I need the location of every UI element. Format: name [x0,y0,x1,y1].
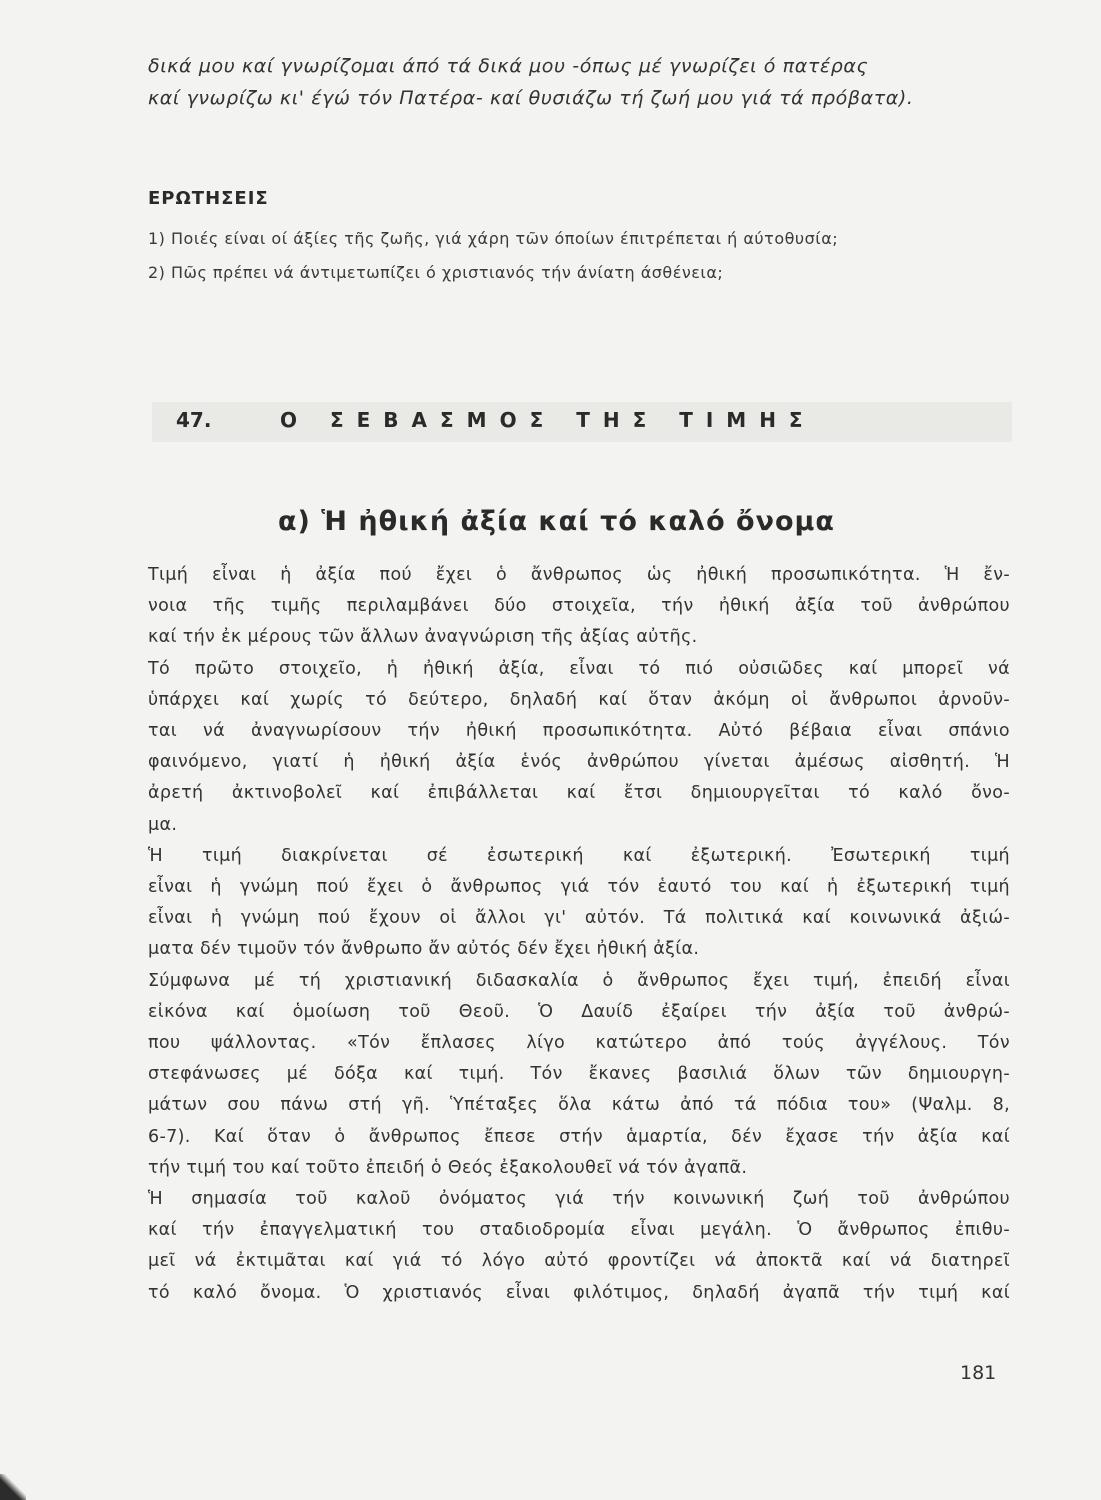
body-text [148,560,1010,1309]
body-line: εἶναι ἡ γνώμη πού ἔχει ὁ ἄνθρωπος γιά τόν ἑαυτό του καί ἡ ἐξωτερική τιμή [148,877,1010,898]
body-line: μάτων σου πάνω στή γῆ. Ὑπέταξες ὅλα κάτω ἀπό τά πόδια του» (Ψαλμ. 8, [148,1095,1010,1116]
page-number: 181 [960,1362,997,1384]
body-line: 6-7). Καί ὅταν ὁ ἄνθρωπος ἔπεσε στήν ἁμαρτία, δέν ἔχασε τήν ἀξία καί [148,1126,1010,1147]
body-line: ται νά ἀναγνωρίσουν τήν ἠθική προσωπικότητα. Αὐτό βέβαια εἶναι σπάνιο [148,721,1010,742]
chapter-title: Ο ΣΕΒΑΣΜΟΣ ΤΗΣ ΤΙΜΗΣ [280,408,816,432]
body-line: Τιμή εἶναι ἡ ἀξία πού ἔχει ὁ ἄνθρωπος ὡς ἠθική προσωπικότητα. Ἡ ἔν- [148,565,1010,585]
body-line: φαινόμενο, γιατί ἡ ἠθική ἀξία ἑνός ἀνθρώπου γίνεται ἀμέσως αἰσθητή. Ἡ [148,752,1010,773]
body-line: τό καλό ὄνομα. Ὁ χριστιανός εἶναι φιλότιμος, δηλαδή ἀγαπᾶ τήν τιμή καί [148,1282,1010,1303]
body-line: ματα δέν τιμοῦν τόν ἄνθρωπο ἄν αὐτός δέν ἔχει ἠθική ἀξία. [148,939,700,960]
body-line: εἶναι ἡ γνώμη πού ἔχουν οἱ ἄλλοι γι' αὐτόν. Τά πολιτικά καί κοινωνικά ἀξιώ- [148,908,1010,929]
body-line: μεῖ νά ἐκτιμᾶται καί γιά τό λόγο αὐτό φροντίζει νά ἀποκτᾶ καί νά διατηρεῖ [148,1251,1010,1272]
body-line: Σύμφωνα μέ τή χριστιανική διδασκαλία ὁ ἄνθρωπος ἔχει τιμή, ἐπειδή εἶναι [148,970,1010,991]
body-line: ὑπάρχει καί χωρίς τό δεύτερο, δηλαδή καί ὅταν ἀκόμη οἱ ἄνθρωποι ἀρνοῦν- [148,689,1010,710]
body-line: μα. [148,814,178,835]
question-item: 1) Ποιές είναι οί άξίες τῆς ζωῆς, γιά χάρη τῶν όποίων έπιτρέπεται ή αύτοθυσία; [148,229,839,248]
intro-line: καί γνωρίζω κι' έγώ τόν Πατέρα- καί θυσιάζω τή ζωή μου γιά τά πρόβατα). [148,87,914,109]
question-item: 2) Πῶς πρέπει νά άντιμετωπίζει ό χριστιανός τήν άνίατη άσθένεια; [148,263,724,282]
section-title: α) Ἡ ἠθική ἀξία καί τό καλό ὄνομα [278,506,835,537]
scan-corner-shadow [0,1474,26,1500]
questions-heading: ΕΡΩΤΗΣΕΙΣ [148,188,269,209]
body-line: στεφάνωσες μέ δόξα καί τιμή. Τόν ἔκανες βασιλιά ὅλων τῶν δημιουργη- [148,1064,1010,1085]
questions-list [148,222,1008,290]
body-line: καί τήν ἐκ μέρους τῶν ἄλλων ἀναγνώριση τῆς ἀξίας αὐτῆς. [148,627,698,648]
body-line: Ἡ σημασία τοῦ καλοῦ ὀνόματος γιά τήν κοινωνική ζωή τοῦ ἀνθρώπου [148,1189,1010,1210]
intro-quote [148,50,1008,114]
body-line: καί τήν ἐπαγγελματική του σταδιοδρομία εἶναι μεγάλη. Ὁ ἄνθρωπος ἐπιθυ- [148,1220,1010,1241]
body-line: Τό πρῶτο στοιχεῖο, ἡ ἠθική ἀξία, εἶναι τό πιό οὐσιῶδες καί μπορεῖ νά [148,658,1010,679]
body-line: νοια τῆς τιμῆς περιλαμβάνει δύο στοιχεῖα, τήν ἠθική ἀξία τοῦ ἀνθρώπου [148,596,1010,617]
body-line: ἀρετή ἀκτινοβολεῖ καί ἐπιβάλλεται καί ἔτσι δημιουργεῖται τό καλό ὄνο- [148,783,1010,804]
chapter-number: 47. [176,408,212,432]
body-line: τήν τιμή του καί τοῦτο ἐπειδή ὁ Θεός ἐξακολουθεῖ νά τόν ἀγαπᾶ. [148,1157,748,1178]
body-line: Ἡ τιμή διακρίνεται σέ ἐσωτερική καί ἐξωτερική. Ἐσωτερική τιμή [148,845,1010,866]
body-line: που ψάλλοντας. «Τόν ἔπλασες λίγο κατώτερο ἀπό τούς ἀγγέλους. Τόν [148,1033,1010,1054]
body-line: εἰκόνα καί ὁμοίωση τοῦ Θεοῦ. Ὁ Δαυίδ ἐξαίρει τήν ἀξία τοῦ ἀνθρώ- [148,1001,1010,1022]
intro-line: δικά μου καί γνωρίζομαι άπό τά δικά μου -όπως μέ γνωρίζει ό πατέρας [148,55,869,77]
